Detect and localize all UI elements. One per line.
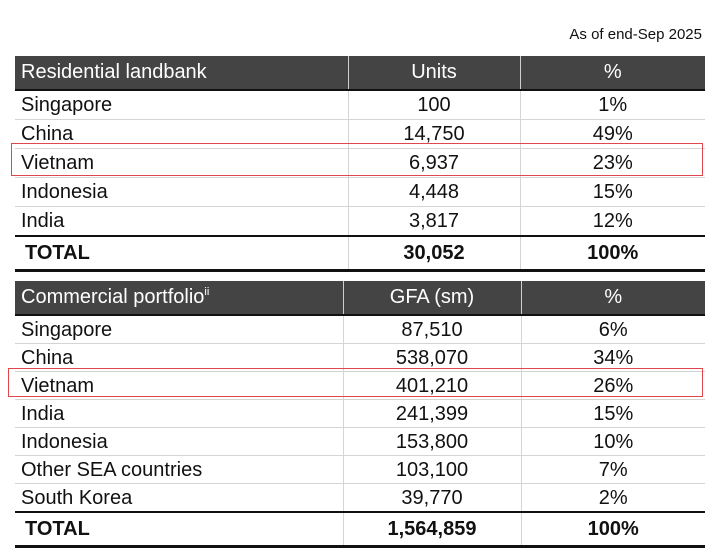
region-cell: Singapore: [21, 318, 113, 341]
units-cell: 3,817: [348, 207, 520, 237]
percent-cell: 6%: [521, 315, 705, 344]
total-gfa: 1,564,859: [343, 512, 521, 547]
gfa-cell: 538,070: [343, 344, 521, 372]
column-header-region: [15, 281, 343, 315]
footnote-marker: ii: [204, 286, 210, 298]
percent-cell: 15%: [520, 178, 705, 207]
total-label: TOTAL: [15, 512, 343, 547]
region-cell: Vietnam: [15, 372, 343, 400]
gfa-cell: 153,800: [343, 428, 521, 456]
region-cell: Indonesia: [15, 428, 343, 456]
total-label: TOTAL: [15, 236, 348, 271]
region-cell: South Korea: [15, 484, 343, 513]
total-units: 30,052: [348, 236, 520, 271]
total-row: [15, 236, 705, 271]
total-percent: 100%: [520, 236, 705, 271]
table-row-highlighted: [15, 149, 705, 178]
region-cell: Indonesia: [15, 178, 348, 207]
column-header-gfa: GFA (sm): [343, 281, 521, 315]
table-row: [15, 344, 705, 372]
percent-cell: 2%: [521, 484, 705, 513]
gfa-cell: 401,210: [343, 372, 521, 400]
commercial-header-label: Commercial portfolio: [21, 286, 205, 308]
region-cell: Other SEA countries: [15, 456, 343, 484]
units-cell: 4,448: [348, 178, 520, 207]
percent-cell: 23%: [520, 149, 705, 178]
units-cell: 100: [348, 90, 520, 120]
gfa-cell: 241,399: [343, 400, 521, 428]
table-row-highlighted: [15, 372, 705, 400]
percent-cell: 49%: [520, 120, 705, 149]
gfa-cell: 87,510: [343, 315, 521, 344]
region-cell: India: [15, 400, 343, 428]
units-cell: 14,750: [348, 120, 520, 149]
column-header-percent: %: [520, 56, 705, 90]
table-row: [15, 90, 705, 120]
region-cell: India: [15, 207, 348, 237]
table-row: [15, 456, 705, 484]
percent-cell: 15%: [521, 400, 705, 428]
percent-cell: 10%: [521, 428, 705, 456]
column-header-units: Units: [348, 56, 520, 90]
region-cell: China: [15, 344, 343, 372]
percent-cell: 1%: [520, 90, 705, 120]
table-row: [15, 400, 705, 428]
total-row: [15, 512, 705, 547]
table-row: [15, 120, 705, 149]
column-header-percent: %: [521, 281, 705, 315]
table-row: [15, 428, 705, 456]
units-cell: 6,937: [348, 149, 520, 178]
percent-cell: 7%: [521, 456, 705, 484]
table-row: [15, 484, 705, 513]
table-row: [15, 315, 705, 344]
table-row: [15, 207, 705, 237]
gfa-cell: 39,770: [343, 484, 521, 513]
total-percent: 100%: [521, 512, 705, 547]
region-cell: Vietnam: [15, 149, 348, 178]
region-cell: Singapore: [21, 94, 113, 116]
gfa-cell: 103,100: [343, 456, 521, 484]
percent-cell: 26%: [521, 372, 705, 400]
table-header-row: [15, 281, 705, 315]
residential-landbank-table: [15, 56, 705, 272]
as-of-date: As of end-Sep 2025: [569, 26, 702, 43]
table-header-row: [15, 56, 705, 90]
table-row: [15, 178, 705, 207]
column-header-region: Residential landbank: [15, 56, 348, 90]
region-cell: China: [15, 120, 348, 149]
percent-cell: 34%: [521, 344, 705, 372]
commercial-portfolio-table: [15, 281, 705, 548]
percent-cell: 12%: [520, 207, 705, 237]
